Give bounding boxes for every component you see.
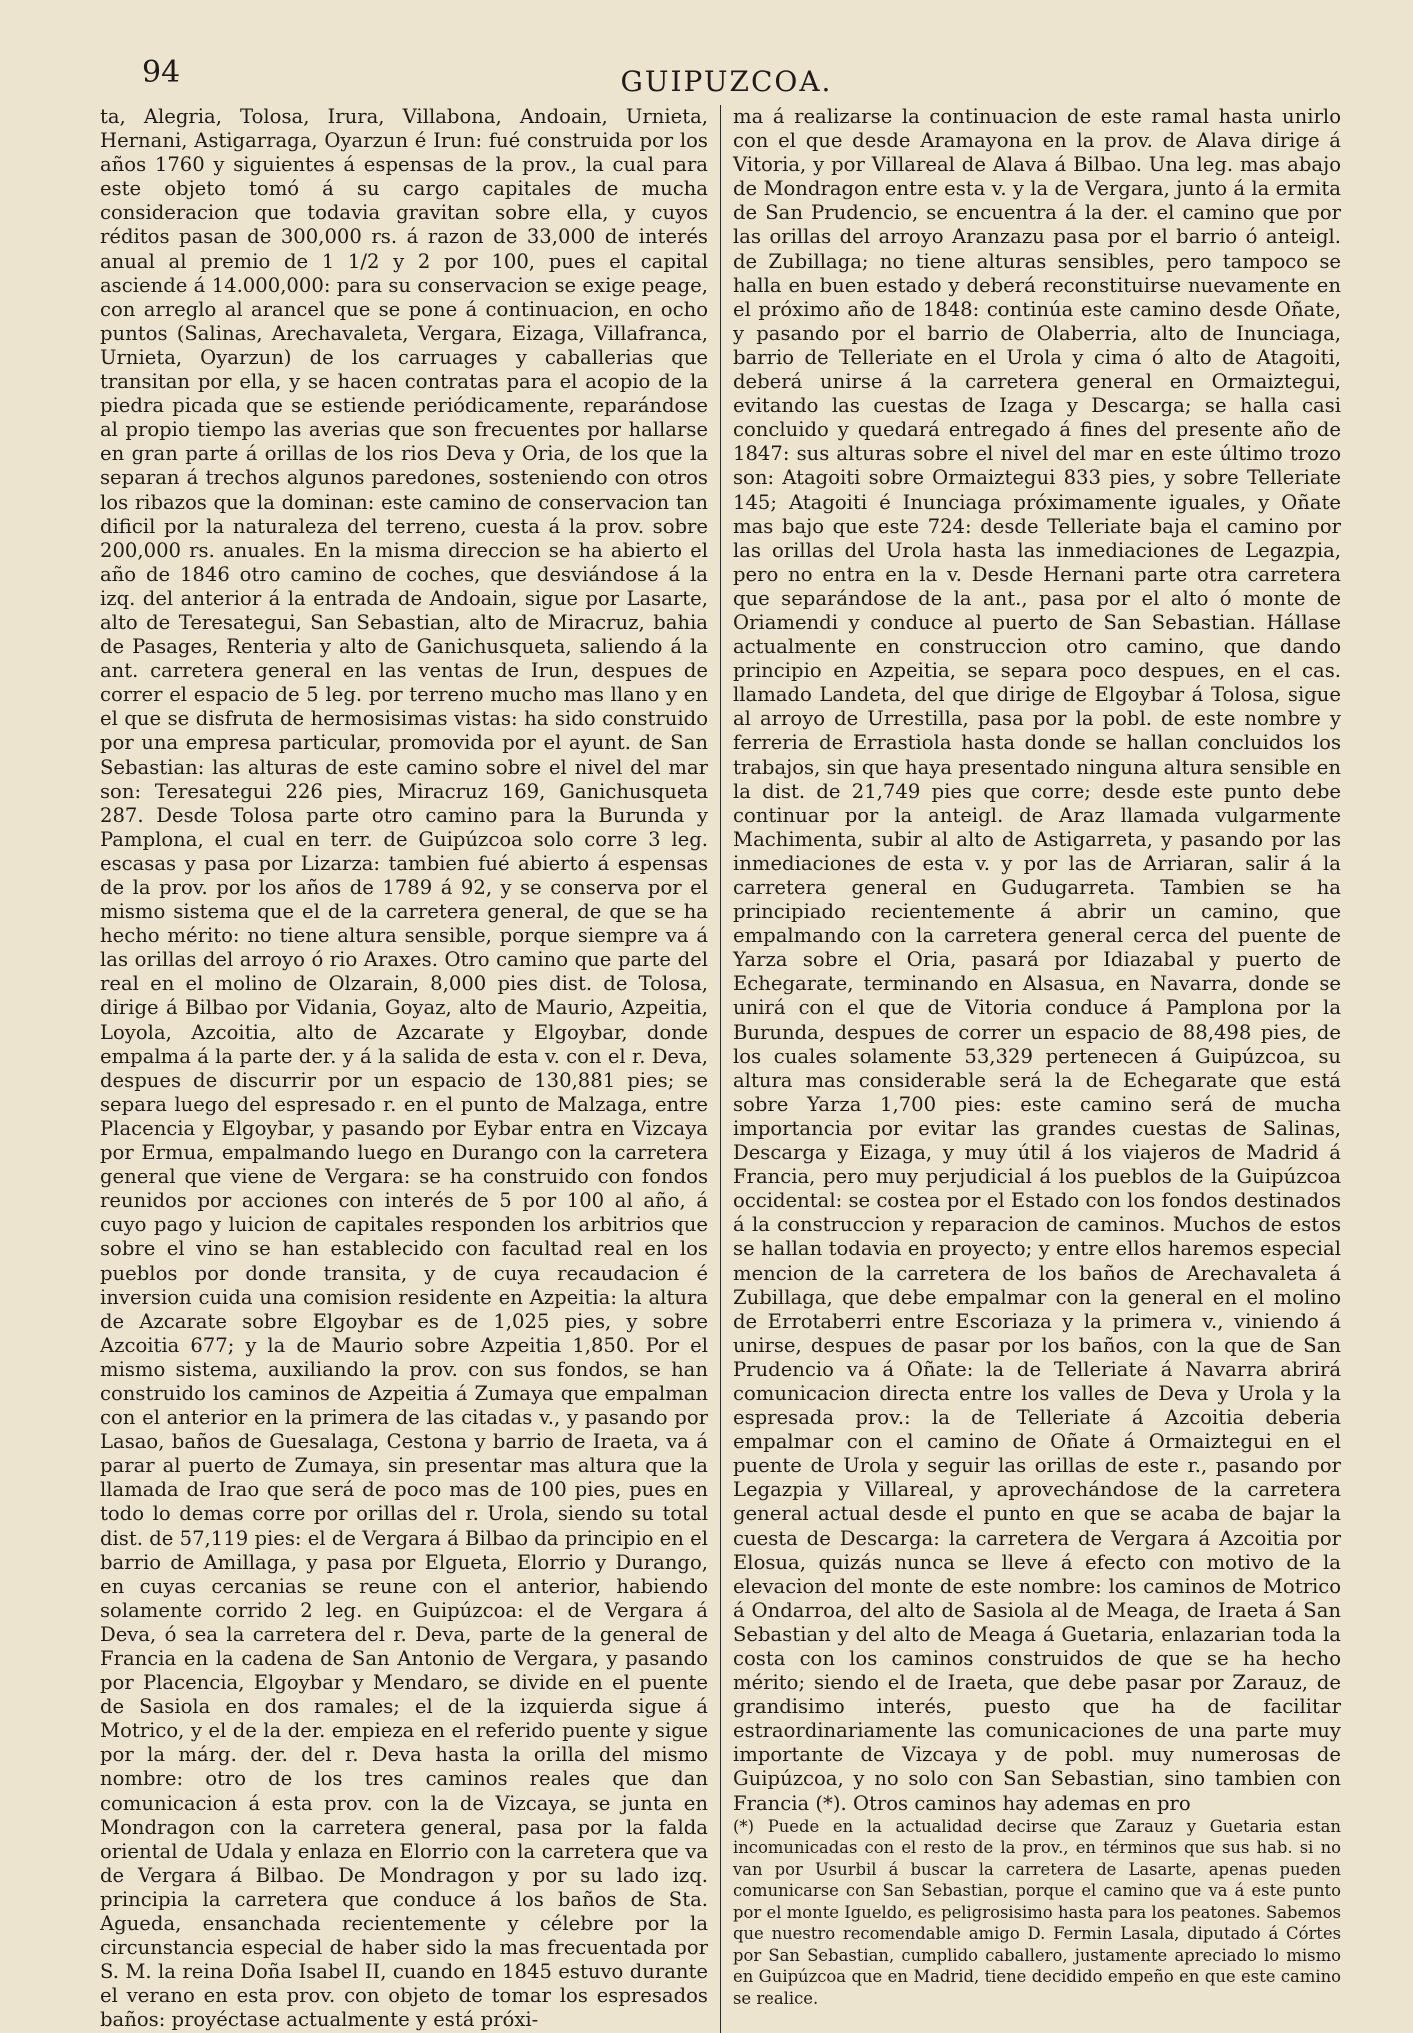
right-column <box>720 105 1341 2033</box>
page-header <box>100 55 1353 105</box>
left-column <box>100 105 720 2033</box>
left-column-text: ta, Alegria, Tolosa, Irura, Villabona, Andoain, Urnieta, Hernani, Astigarraga, Oyarzun é Irun: fué construida por los años 1760 y siguientes á espensas de la prov., la cual para este objeto tomó á su cargo capitales de mucha consideracion que todavia gravitan sobre ella, y cuyos réditos pasan de 300,000 rs. á razon de 33,000 de interés anual al premio de 1 1/2 y 2 por 100, pues el capital asciende á 14.000,000: para su conservacion se exige peage, con arreglo al arancel que se pone á continuacion, en ocho puntos (Salinas, Arechavaleta, Vergara, Eizaga, Villafranca, Urnieta, Oyarzun) de los carruages y caballerias que transitan por ella, y se hacen contratas para el acopio de la piedra picada que se estiende periódicamente, reparándose al propio tiempo las averias que son frecuentes por hallarse en gran parte á orillas de los rios Deva y Oria, de los que la separan á trechos algunos paredones, sosteniendo con otros los ribazos que la dominan: este camino de conservacion tan dificil por la naturaleza del terreno, cuesta á la prov. sobre 200,000 rs. anuales. En la misma direccion se ha abierto el año de 1846 otro camino de coches, que desviándose á la izq. del anterior á la entrada de Andoain, sigue por Lasarte, alto de Teresategui, San Sebastian, alto de Miracruz, bahia de Pasages, Renteria y alto de Ganichusqueta, saliendo á la ant. carretera general en las ventas de Irun, despues de correr el espacio de 5 leg. por terreno mucho mas llano y en el que se disfruta de hermosisimas vistas: ha sido construido por una empresa particular, promovida por el ayunt. de San Sebastian: las alturas de este camino sobre el nivel del mar son: Teresategui 226 pies, Miracruz 169, Ganichusqueta 287. Desde Tolosa parte otro camino para la Burunda y Pamplona, el cual en terr. de Guipúzcoa solo corre 3 leg. escasas y pasa por Lizarza: tambien fué abierto á espensas de la prov. por los años de 1789 á 92, y se conserva por el mismo sistema que el de la carretera general, de que se ha hecho mérito: no tiene altura sensible, porque siempre va á las orillas del arroyo ó rio Araxes. Otro camino que parte del real en el molino de Olzarain, 8,000 pies dist. de Tolosa, dirige á Bilbao por Vidania, Goyaz, alto de Maurio, Azpeitia, Loyola, Azcoitia, alto de Azcarate y Elgoybar, donde empalma á la parte der. y á la salida de esta v. con el r. Deva, despues de discurrir por un espacio de 130,881 pies; se separa luego del espresado r. en el punto de Malzaga, entre Placencia y Elgoybar, y pasando por Eybar entra en Vizcaya por Ermua, empalmando luego en Durango con la carretera general que viene de Vergara: se ha construido con fondos reunidos por acciones con interés de 5 por 100 al año, á cuyo pago y luicion de capitales responden los arbitrios que sobre el vino se han establecido con facultad real en los pueblos por donde transita, y de cuya recaudacion é inversion cuida una comision residente en Azpeitia: la altura de Azcarate sobre Elgoybar es de 1,025 pies, y sobre Azcoitia 677; y la de Maurio sobre Azpeitia 1,850. Por el mismo sistema, auxiliando la prov. con sus fondos, se han construido los caminos de Azpeitia á Zumaya que empalman con el anterior en la primera de las citadas v., y pasando por Lasao, baños de Guesalaga, Cestona y barrio de Iraeta, va á parar al puerto de Zumaya, sin presentar mas altura que la llamada de Irao que será de poco mas de 100 pies, pues en todo lo demas corre por orillas del r. Urola, siendo su total dist. de 57,119 pies: el de Vergara á Bilbao da principio en el barrio de Amillaga, y pasa por Elgueta, Elorrio y Durango, en cuyas cercanias se reune con el anterior, habiendo solamente corrido 2 leg. en Guipúzcoa: el de Vergara á Deva, ó sea la carretera del r. Deva, parte de la general de Francia en la cadena de San Antonio de Vergara, y pasando por Placencia, Elgoybar y Mendaro, se divide en el puente de Sasiola en dos ramales; el de la izquierda sigue á Motrico, y el de la der. empieza en el referido puente y sigue por la márg. der. del r. Deva hasta la orilla del mismo nombre: otro de los tres caminos reales que dan comunicacion á esta prov. con la de Vizcaya, se junta en Mondragon con la carretera general, pasa por la falda oriental de Udala y enlaza en Elorrio con la carretera que va de Vergara á Bilbao. De Mondragon y por su lado izq. principia la carretera que conduce á los baños de Sta. Agueda, ensanchada recientemente y célebre por la circunstancia especial de haber sido la mas frecuentada por S. M. la reina Doña Isabel II, cuando en 1845 estuvo durante el verano en esta prov. con objeto de tomar los espresados baños: proyéctase actualmente y está próxi- <box>100 105 708 2032</box>
running-title: GUIPUZCOA. <box>620 65 833 98</box>
right-column-text: ma á realizarse la continuacion de este ramal hasta unirlo con el que desde Aramayona en la prov. de Alava dirige á Vitoria, y por Villareal de Alava á Bilbao. Una leg. mas abajo de Mondragon entre esta v. y la de Vergara, junto á la ermita de San Prudencio, se encuentra á la der. el camino que por las orillas del arroyo Aranzazu pasa por el barrio ó anteigl. de Zubillaga; no tiene alturas sensibles, pero tampoco se halla en buen estado y deberá reconstituirse nuevamente en el próximo año de 1848: continúa este camino desde Oñate, y pasando por el barrio de Olaberria, alto de Inunciaga, barrio de Telleriate en el Urola y cima ó alto de Atagoiti, deberá unirse á la carretera general en Ormaiztegui, evitando las cuestas de Izaga y Descarga; se halla casi concluido y quedará entregado á fines del presente año de 1847: sus alturas sobre el nivel del mar en este último trozo son: Atagoiti sobre Ormaiztegui 833 pies, y sobre Telleriate 145; Atagoiti é Inunciaga próximamente iguales, y Oñate mas bajo que este 724: desde Telleriate baja el camino por las orillas del Urola hasta las inmediaciones de Legazpia, pero no entra en la v. Desde Hernani parte otra carretera que separándose de la ant., pasa por el alto ó monte de Oriamendi y conduce al puerto de San Sebastian. Hállase actualmente en construccion otro camino, que dando principio en Azpeitia, se separa poco despues, en el cas. llamado Landeta, del que dirige de Elgoybar á Tolosa, sigue al arroyo de Urrestilla, pasa por la pobl. de este nombre y ferreria de Errastiola hasta donde se hallan concluidos los trabajos, sin que haya presentado ninguna altura sensible en la dist. de 21,749 pies que corre; desde este punto debe continuar por la anteigl. de Araz llamada vulgarmente Machimenta, subir al alto de Astigarreta, y pasando por las inmediaciones de esta v. y por las de Arriaran, salir á la carretera general en Gudugarreta. Tambien se ha principiado recientemente á abrir un camino, que empalmando con la carretera general cerca del puente de Yarza sobre el Oria, pasará por Idiazabal y puerto de Echegarate, terminando en Alsasua, en Navarra, donde se unirá con el que de Vitoria conduce á Pamplona por la Burunda, despues de correr un espacio de 88,498 pies, de los cuales solamente 53,329 pertenecen á Guipúzcoa, su altura mas considerable será la de Echegarate que está sobre Yarza 1,700 pies: este camino será de mucha importancia por evitar las grandes cuestas de Salinas, Descarga y Eizaga, y muy útil á los viajeros de Madrid á Francia, pero muy perjudicial á los pueblos de la Guipúzcoa occidental: se costea por el Estado con los fondos destinados á la construccion y reparacion de caminos. Muchos de estos se hallan todavia en proyecto; y entre ellos haremos especial mencion de la carretera de los baños de Arechavaleta á Zubillaga, que debe empalmar con la general en el molino de Errotaberri entre Escoriaza y la primera v., viniendo á unirse, despues de pasar por los baños, con la que de San Prudencio va á Oñate: la de Telleriate á Navarra abrirá comunicacion directa entre los valles de Deva y Urola y la espresada prov.: la de Telleriate á Azcoitia deberia empalmar con el camino de Oñate á Ormaiztegui en el puente de Urola y seguir las orillas de este r., pasando por Legazpia y Villareal, y aprovechándose de la carretera general actual desde el punto en que se acaba de bajar la cuesta de Descarga: la carretera de Vergara á Azcoitia por Elosua, quizás nunca se lleve á efecto con motivo de la elevacion del monte de este nombre: los caminos de Motrico á Ondarroa, del alto de Sasiola al de Meaga, de Iraeta á San Sebastian y del alto de Meaga á Guetaria, enlazarian toda la costa con los caminos construidos de que se ha hecho mérito; siendo el de Iraeta, que debe pasar por Zarauz, de grandisimo interés, puesto que ha de facilitar estraordinariamente las comunicaciones de una parte muy importante de Vizcaya y de pobl. muy numerosas de Guipúzcoa, y no solo con San Sebastian, sino tambien con Francia (*). Otros caminos hay ademas en pro <box>733 105 1341 1815</box>
footnote: (*) Puede en la actualidad decirse que Zarauz y Guetaria estan incomunicadas con el resto de la prov., en términos que sus hab. si no van por Usurbil á buscar la carretera de Lasarte, apenas pueden comunicarse con San Sebastian, porque el camino que va á este punto por el monte Igueldo, es peligrosisimo hasta para los peatones. Sabemos que nuestro recomendable amigo D. Fermin Lasala, diputado á Córtes por San Sebastian, cumplido caballero, justamente apreciado lo mismo en Guipúzcoa que en Madrid, tiene decidido empeño en que este camino se realice. <box>733 1816 1341 2008</box>
page-number: 94 <box>142 55 181 90</box>
text-columns <box>100 105 1353 2033</box>
